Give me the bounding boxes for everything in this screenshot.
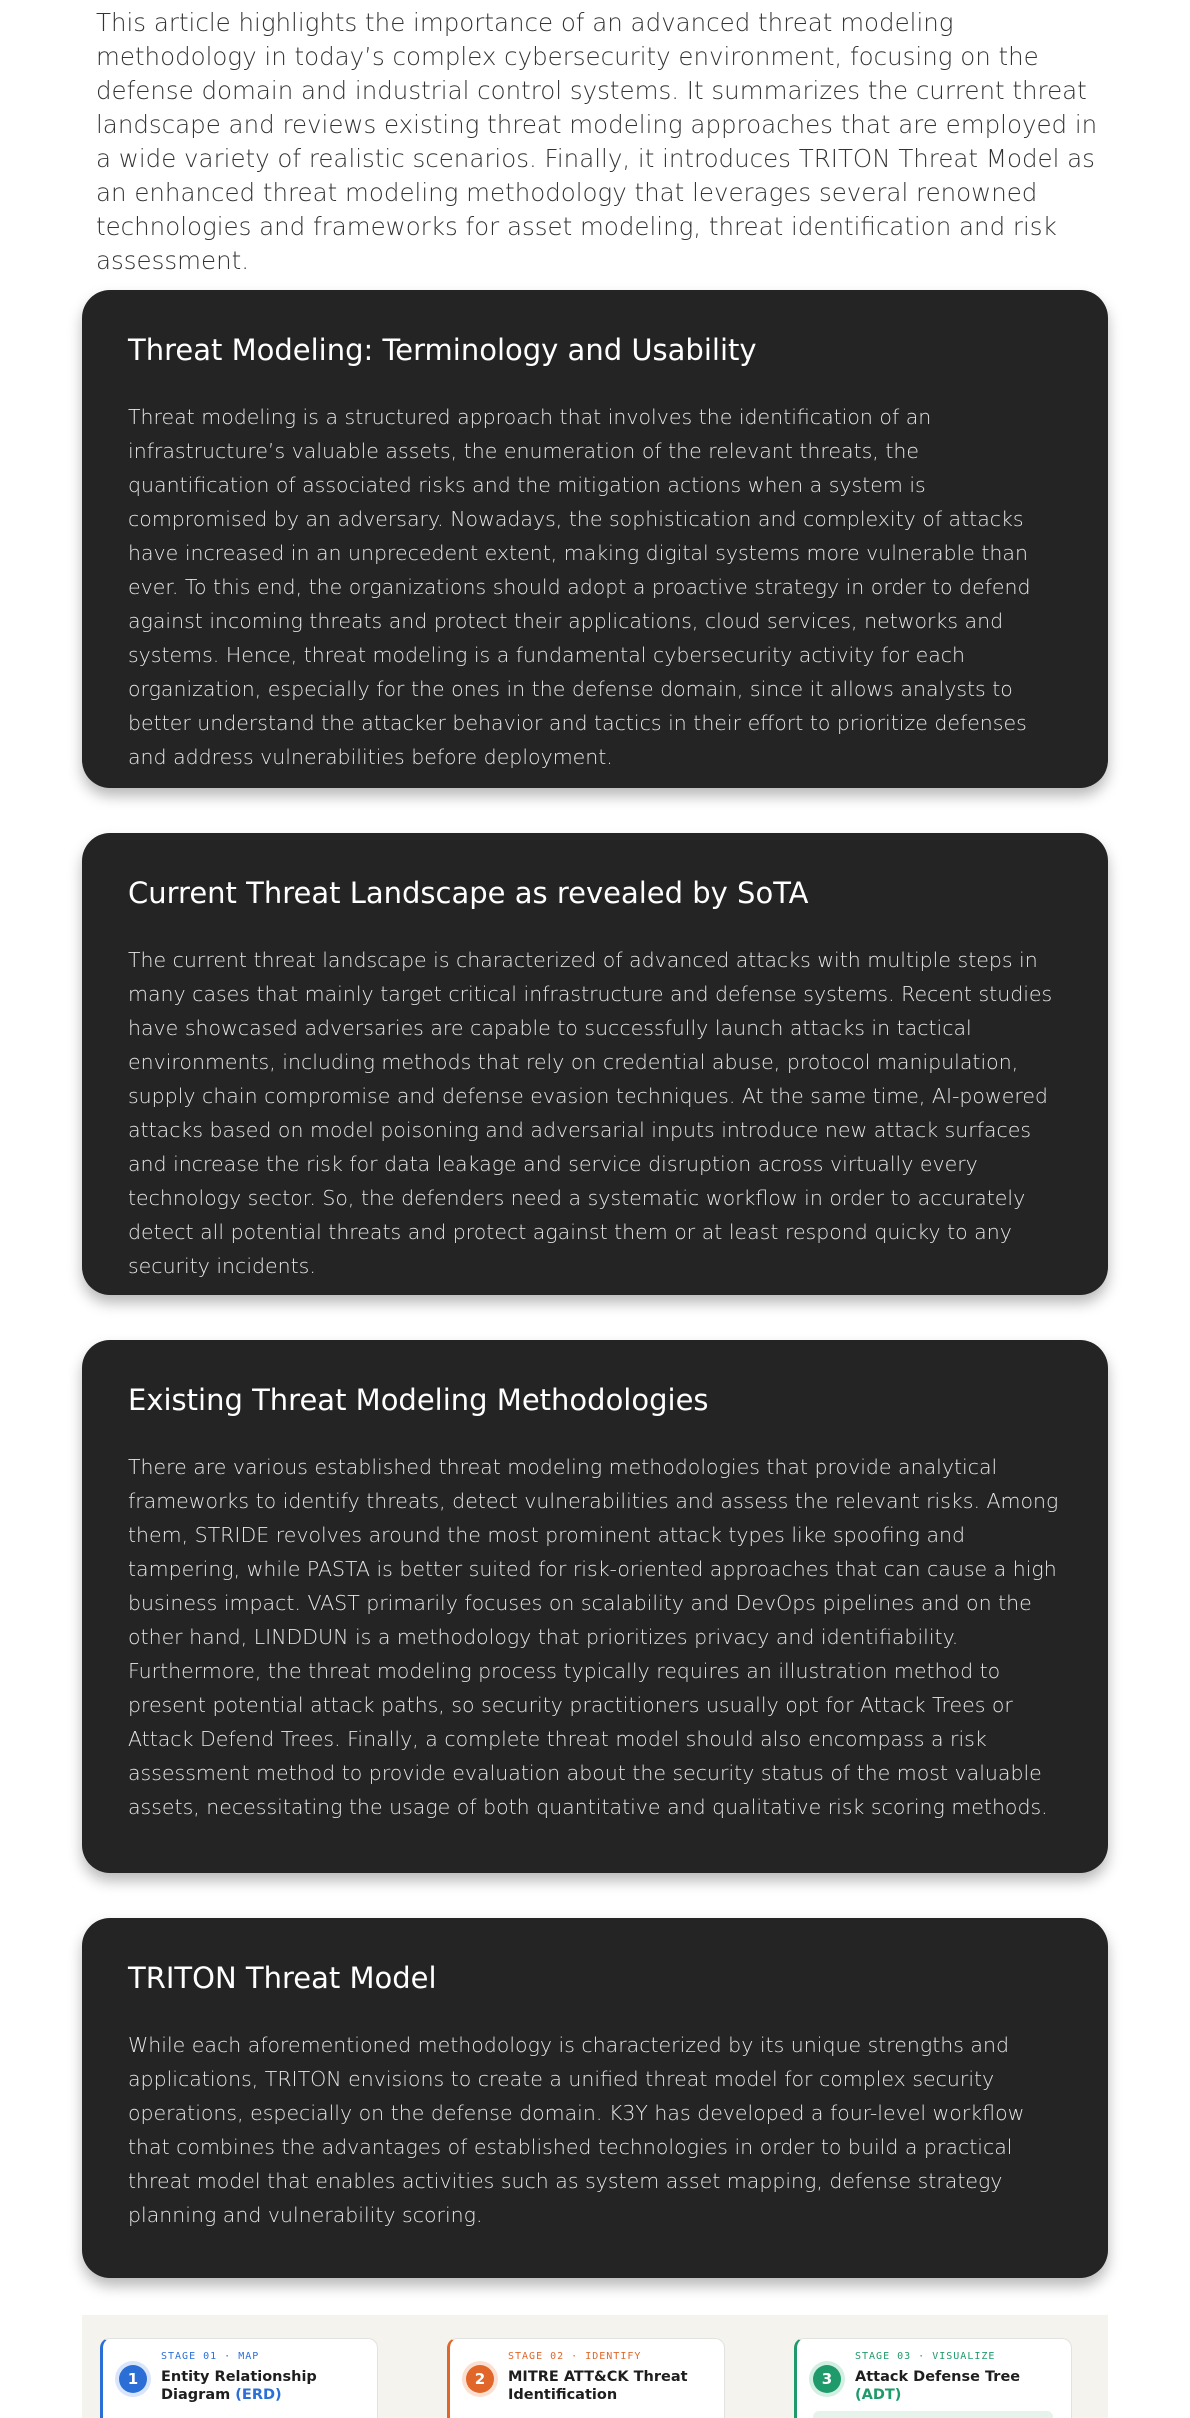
stage-acronym: (ERD) xyxy=(235,2387,282,2403)
stage-acronym: (ADT) xyxy=(855,2387,902,2403)
stage-tag: STAGE 03 · VISUALIZE xyxy=(855,2351,996,2362)
stage-title xyxy=(161,2368,366,2404)
section-title: Threat Modeling: Terminology and Usability xyxy=(128,333,757,367)
section-title: Current Threat Landscape as revealed by SoTA xyxy=(128,876,809,910)
stage-tag: STAGE 01 · MAP xyxy=(161,2351,260,2362)
stage-card-mitre xyxy=(447,2338,725,2418)
section-body: Threat modeling is a structured approach that involves the identification of an infrastructure’s valuable assets, the enumeration of the relevant threats, the quantification of associated risks and the mitigation actions when a system is compromised by an adversary. Nowadays, the sophistication and complexity of attacks have increased in an unprecedent extent, making digital systems more vulnerable than ever. To this end, the organizations should adopt a proactive strategy in order to defend against incoming threats and protect their applications, cloud services, networks and systems. Hence, threat modeling is a fundamental cybersecurity activity for each organization, especially for the ones in the defense domain, since it allows analysts to better understand the attacker behavior and tactics in their effort to prioritize defenses and address vulnerabilities before deployment. xyxy=(128,405,1040,769)
section-card-threat-landscape xyxy=(82,833,1108,1295)
stage-title-text: MITRE ATT&CK Threat Identification xyxy=(508,2369,688,2403)
section-card-existing-methodologies xyxy=(82,1340,1108,1873)
section-card-triton xyxy=(82,1918,1108,2278)
section-body: While each aforementioned methodology is characterized by its unique strengths and applications, TRITON envisions to create a unified threat model for complex security operations, especially on the defense domain. K3Y has developed a four-level workflow that combines the advantages of established technologies in order to build a practical threat model that enables activities such as system asset mapping, defense strategy planning and vulnerability scoring. xyxy=(128,2033,1031,2227)
section-card-threat-modeling xyxy=(82,290,1108,788)
intro-paragraph: This article highlights the importance of an advanced threat modeling methodology in today’s complex cybersecurity environment, focusing on the defense domain and industrial control systems. It summarizes the current threat landscape and reviews existing threat modeling approaches that are employed in a wide variety of realistic scenarios. Finally, it introduces TRITON Threat Model as an enhanced threat modeling methodology that leverages several renowned technologies and frameworks for asset modeling, threat identification and risk assessment. xyxy=(96,8,1098,275)
stage-card-adt xyxy=(794,2338,1072,2418)
stage-title xyxy=(508,2368,713,2404)
stage-card-erd xyxy=(100,2338,378,2418)
stage-title xyxy=(855,2368,1060,2404)
workflow-stages-panel xyxy=(82,2315,1108,2418)
stage-preview-box xyxy=(813,2411,1053,2418)
stage-tag: STAGE 02 · IDENTIFY xyxy=(508,2351,642,2362)
stage-number-badge: 1 xyxy=(119,2365,147,2393)
stage-number-badge: 2 xyxy=(466,2365,494,2393)
section-body: There are various established threat modeling methodologies that provide analytical frameworks to identify threats, detect vulnerabilities and assess the relevant risks. Among them, STRIDE revolves around the most prominent attack types like spoofing and tampering, while PASTA is better suited for risk-oriented approaches that can cause a high business impact. VAST primarily focuses on scalability and DevOps pipelines and on the other hand, LINDDUN is a methodology that prioritizes privacy and identifiability. Furthermore, the threat modeling process typically requires an illustration method to present potential attack paths, so security practitioners usually opt for Attack Trees or Attack Defend Trees. Finally, a complete threat model should also encompass a risk assessment method to provide evaluation about the security status of the most valuable assets, necessitating the usage of both quantitative and qualitative risk scoring methods. xyxy=(128,1455,1065,1819)
stage-title-text: Entity Relationship Diagram xyxy=(161,2369,317,2403)
stage-number-badge: 3 xyxy=(813,2365,841,2393)
section-title: TRITON Threat Model xyxy=(128,1961,437,1995)
section-title: Existing Threat Modeling Methodologies xyxy=(128,1383,709,1417)
stage-title-text: Attack Defense Tree xyxy=(855,2369,1021,2385)
section-body: The current threat landscape is characterized of advanced attacks with multiple steps in many cases that mainly target critical infrastructure and defense systems. Recent studies have showcased adversaries are capable to successfully launch attacks in tactical environments, including methods that rely on credential abuse, protocol manipulation, supply chain compromise and defense evasion techniques. At the same time, AI-powered attacks based on model poisoning and adversarial inputs introduce new attack surfaces and increase the risk for data leakage and service disruption across virtually every technology sector. So, the defenders need a systematic workflow in order to accurately detect all potential threats and protect against them or at least respond quicky to any security incidents. xyxy=(128,948,1059,1278)
